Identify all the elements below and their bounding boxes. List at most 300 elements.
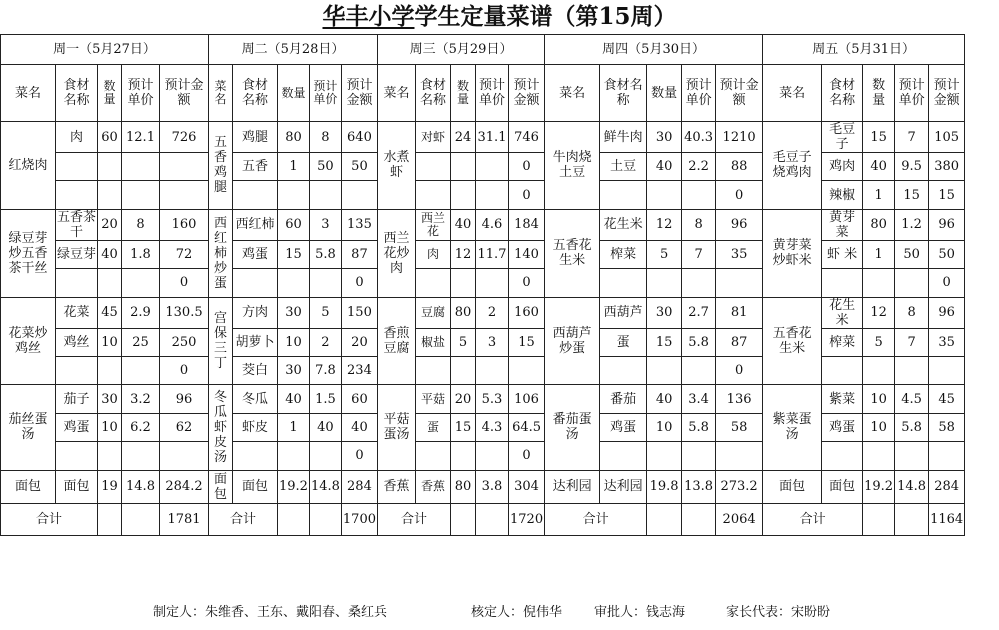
dish-name: 平菇蛋汤 bbox=[378, 385, 416, 470]
unit-price: 7 bbox=[682, 240, 716, 268]
total-value: 2064 bbox=[716, 503, 763, 535]
column-header-dish: 菜名 bbox=[209, 65, 233, 122]
ingredient-name: 冬瓜 bbox=[233, 385, 278, 413]
amount: 150 bbox=[341, 297, 377, 328]
quantity bbox=[647, 356, 682, 384]
ingredient-name: 鸡蛋 bbox=[233, 240, 278, 268]
unit-price: 5.8 bbox=[895, 413, 929, 441]
unit-price bbox=[122, 442, 160, 470]
amount bbox=[160, 181, 209, 209]
ingredient-name: 黄芽菜 bbox=[822, 209, 863, 240]
ingredient-name bbox=[600, 442, 647, 470]
quantity: 10 bbox=[647, 413, 682, 441]
ingredient-name: 花生米 bbox=[600, 209, 647, 240]
amount: 96 bbox=[160, 385, 209, 413]
quantity: 40 bbox=[278, 385, 310, 413]
dish-name: 水煮虾 bbox=[378, 122, 416, 210]
quantity: 10 bbox=[98, 328, 122, 356]
unit-price: 11.7 bbox=[476, 240, 509, 268]
amount: 1210 bbox=[716, 122, 763, 153]
unit-price: 4.3 bbox=[476, 413, 509, 441]
column-header-amount: 预计金额 bbox=[160, 65, 209, 122]
total-label: 合计 bbox=[209, 503, 278, 535]
dish-name: 黄芽菜炒虾米 bbox=[763, 209, 822, 297]
quantity: 10 bbox=[98, 413, 122, 441]
ingredient-name bbox=[600, 269, 647, 297]
unit-price: 5.8 bbox=[309, 240, 341, 268]
quantity bbox=[278, 181, 310, 209]
amount: 234 bbox=[341, 356, 377, 384]
unit-price: 7 bbox=[895, 122, 929, 153]
total-label: 合计 bbox=[1, 503, 98, 535]
quantity: 19 bbox=[98, 470, 122, 503]
unit-price: 9.5 bbox=[895, 153, 929, 181]
amount: 106 bbox=[509, 385, 545, 413]
unit-price: 6.2 bbox=[122, 413, 160, 441]
unit-price: 8 bbox=[309, 122, 341, 153]
footer-makers: 制定人：朱维香、王东、戴阳春、桑红兵 bbox=[153, 605, 388, 620]
totals-row bbox=[1, 503, 965, 535]
ingredient-name bbox=[233, 269, 278, 297]
quantity bbox=[647, 269, 682, 297]
ingredient-name: 茭白 bbox=[233, 356, 278, 384]
quantity: 40 bbox=[863, 153, 895, 181]
quantity: 10 bbox=[863, 385, 895, 413]
amount: 0 bbox=[716, 356, 763, 384]
unit-price: 13.8 bbox=[682, 470, 716, 503]
quantity: 1 bbox=[278, 413, 310, 441]
amount bbox=[929, 442, 965, 470]
quantity: 5 bbox=[451, 328, 476, 356]
amount: 304 bbox=[509, 470, 545, 503]
amount: 284 bbox=[929, 470, 965, 503]
amount: 250 bbox=[160, 328, 209, 356]
quantity bbox=[647, 442, 682, 470]
bread-row bbox=[1, 470, 965, 503]
unit-price bbox=[476, 442, 509, 470]
quantity: 80 bbox=[451, 470, 476, 503]
ingredient-name: 面包 bbox=[56, 470, 98, 503]
unit-price: 8 bbox=[122, 209, 160, 240]
amount bbox=[509, 356, 545, 384]
unit-price bbox=[895, 269, 929, 297]
unit-price: 15 bbox=[895, 181, 929, 209]
unit-price: 3 bbox=[476, 328, 509, 356]
amount: 0 bbox=[341, 442, 377, 470]
dish-name: 毛豆子烧鸡肉 bbox=[763, 122, 822, 210]
column-header-amount: 预计金额 bbox=[341, 65, 377, 122]
quantity bbox=[98, 442, 122, 470]
quantity: 10 bbox=[863, 413, 895, 441]
ingredient-name: 土豆 bbox=[600, 153, 647, 181]
ingredient-name: 胡萝卜 bbox=[233, 328, 278, 356]
table-row bbox=[1, 297, 965, 328]
dish-name: 茄丝蛋汤 bbox=[1, 385, 56, 470]
unit-price: 1.5 bbox=[309, 385, 341, 413]
quantity: 40 bbox=[647, 153, 682, 181]
ingredient-name bbox=[416, 153, 451, 181]
unit-price bbox=[895, 356, 929, 384]
unit-price: 3 bbox=[309, 209, 341, 240]
dish-name: 西葫芦炒蛋 bbox=[545, 297, 600, 385]
dish-name: 面包 bbox=[763, 470, 822, 503]
ingredient-name bbox=[56, 269, 98, 297]
amount: 88 bbox=[716, 153, 763, 181]
dish-name: 番茄蛋汤 bbox=[545, 385, 600, 470]
quantity bbox=[647, 181, 682, 209]
column-header-amount: 预计金额 bbox=[929, 65, 965, 122]
column-header-ingredient: 食材名称 bbox=[600, 65, 647, 122]
amount: 87 bbox=[716, 328, 763, 356]
amount: 0 bbox=[929, 269, 965, 297]
amount: 184 bbox=[509, 209, 545, 240]
unit-price: 7 bbox=[895, 328, 929, 356]
ingredient-name bbox=[600, 181, 647, 209]
amount: 0 bbox=[160, 269, 209, 297]
ingredient-name bbox=[416, 442, 451, 470]
column-header-qty: 数量 bbox=[647, 65, 682, 122]
column-header-qty: 数量 bbox=[863, 65, 895, 122]
table-row bbox=[1, 209, 965, 240]
title-rest: 学生定量菜谱（第15周） bbox=[414, 3, 677, 30]
dish-name: 冬瓜虾皮汤 bbox=[209, 385, 233, 470]
quantity: 12 bbox=[863, 297, 895, 328]
ingredient-name: 鸡蛋 bbox=[56, 413, 98, 441]
ingredient-name: 五香 bbox=[233, 153, 278, 181]
amount: 130.5 bbox=[160, 297, 209, 328]
quantity: 12 bbox=[451, 240, 476, 268]
total-empty bbox=[278, 503, 310, 535]
quantity bbox=[278, 269, 310, 297]
quantity: 12 bbox=[647, 209, 682, 240]
column-header-price: 预计单价 bbox=[895, 65, 929, 122]
total-label: 合计 bbox=[763, 503, 863, 535]
ingredient-name: 蛋 bbox=[416, 413, 451, 441]
amount: 273.2 bbox=[716, 470, 763, 503]
amount: 284 bbox=[341, 470, 377, 503]
total-empty bbox=[895, 503, 929, 535]
unit-price: 8 bbox=[895, 297, 929, 328]
amount: 0 bbox=[509, 181, 545, 209]
unit-price bbox=[476, 356, 509, 384]
total-empty bbox=[863, 503, 895, 535]
ingredient-name: 毛豆子 bbox=[822, 122, 863, 153]
column-header-qty: 数量 bbox=[278, 65, 310, 122]
amount: 0 bbox=[509, 442, 545, 470]
quantity bbox=[98, 153, 122, 181]
total-value: 1781 bbox=[160, 503, 209, 535]
ingredient-name bbox=[56, 356, 98, 384]
unit-price: 5.8 bbox=[682, 413, 716, 441]
dish-name: 香煎豆腐 bbox=[378, 297, 416, 385]
unit-price: 5.3 bbox=[476, 385, 509, 413]
table-row bbox=[1, 122, 965, 153]
amount bbox=[160, 153, 209, 181]
dish-name: 宫保三丁 bbox=[209, 297, 233, 385]
ingredient-name: 鸡丝 bbox=[56, 328, 98, 356]
quantity: 19.8 bbox=[647, 470, 682, 503]
ingredient-name: 辣椒 bbox=[822, 181, 863, 209]
dish-name: 面包 bbox=[209, 470, 233, 503]
total-empty bbox=[451, 503, 476, 535]
day-header: 周五（5月31日） bbox=[763, 35, 965, 65]
unit-price bbox=[122, 356, 160, 384]
quantity: 40 bbox=[647, 385, 682, 413]
amount: 60 bbox=[341, 385, 377, 413]
unit-price bbox=[309, 442, 341, 470]
quantity: 1 bbox=[278, 153, 310, 181]
unit-price bbox=[122, 181, 160, 209]
quantity: 19.2 bbox=[863, 470, 895, 503]
dish-name: 五香花生米 bbox=[763, 297, 822, 385]
unit-price: 50 bbox=[895, 240, 929, 268]
amount: 35 bbox=[716, 240, 763, 268]
table-row bbox=[1, 385, 965, 413]
amount: 96 bbox=[929, 297, 965, 328]
unit-price: 3.2 bbox=[122, 385, 160, 413]
quantity bbox=[451, 442, 476, 470]
quantity: 60 bbox=[98, 122, 122, 153]
unit-price bbox=[309, 181, 341, 209]
ingredient-name: 番茄 bbox=[600, 385, 647, 413]
day-header: 周四（5月30日） bbox=[545, 35, 763, 65]
amount: 40 bbox=[341, 413, 377, 441]
amount: 0 bbox=[716, 181, 763, 209]
ingredient-name: 虾 米 bbox=[822, 240, 863, 268]
unit-price: 2 bbox=[309, 328, 341, 356]
ingredient-name: 平菇 bbox=[416, 385, 451, 413]
column-header-dish: 菜名 bbox=[545, 65, 600, 122]
day-header: 周二（5月28日） bbox=[209, 35, 378, 65]
ingredient-name: 西葫芦 bbox=[600, 297, 647, 328]
quantity bbox=[863, 269, 895, 297]
unit-price: 1.8 bbox=[122, 240, 160, 268]
quantity: 30 bbox=[98, 385, 122, 413]
ingredient-name bbox=[233, 181, 278, 209]
unit-price: 7.8 bbox=[309, 356, 341, 384]
unit-price: 8 bbox=[682, 209, 716, 240]
amount: 0 bbox=[341, 269, 377, 297]
ingredient-name: 鸡蛋 bbox=[822, 413, 863, 441]
dish-name: 达利园 bbox=[545, 470, 600, 503]
amount: 15 bbox=[929, 181, 965, 209]
amount: 58 bbox=[716, 413, 763, 441]
quantity bbox=[98, 181, 122, 209]
dish-name: 香蕉 bbox=[378, 470, 416, 503]
footer bbox=[0, 602, 999, 624]
column-header-dish: 菜名 bbox=[763, 65, 822, 122]
amount: 35 bbox=[929, 328, 965, 356]
column-header-row bbox=[1, 65, 965, 122]
ingredient-name: 紫菜 bbox=[822, 385, 863, 413]
ingredient-name: 茄子 bbox=[56, 385, 98, 413]
quantity bbox=[98, 356, 122, 384]
quantity: 60 bbox=[278, 209, 310, 240]
amount: 136 bbox=[716, 385, 763, 413]
ingredient-name: 达利园 bbox=[600, 470, 647, 503]
amount: 640 bbox=[341, 122, 377, 153]
unit-price: 2.9 bbox=[122, 297, 160, 328]
dish-name: 五香鸡腿 bbox=[209, 122, 233, 210]
quantity: 40 bbox=[98, 240, 122, 268]
ingredient-name: 蛋 bbox=[600, 328, 647, 356]
amount: 105 bbox=[929, 122, 965, 153]
column-header-price: 预计单价 bbox=[122, 65, 160, 122]
quantity: 24 bbox=[451, 122, 476, 153]
ingredient-name: 鸡蛋 bbox=[600, 413, 647, 441]
column-header-dish: 菜名 bbox=[1, 65, 56, 122]
unit-price: 2.2 bbox=[682, 153, 716, 181]
quantity: 1 bbox=[863, 181, 895, 209]
quantity bbox=[451, 153, 476, 181]
unit-price bbox=[122, 269, 160, 297]
ingredient-name: 对虾 bbox=[416, 122, 451, 153]
ingredient-name: 虾皮 bbox=[233, 413, 278, 441]
quantity bbox=[98, 269, 122, 297]
ingredient-name: 西兰花 bbox=[416, 209, 451, 240]
ingredient-name: 香蕉 bbox=[416, 470, 451, 503]
quantity: 40 bbox=[451, 209, 476, 240]
ingredient-name bbox=[233, 442, 278, 470]
quantity: 5 bbox=[863, 328, 895, 356]
ingredient-name bbox=[822, 269, 863, 297]
unit-price bbox=[122, 153, 160, 181]
amount: 87 bbox=[341, 240, 377, 268]
quantity: 30 bbox=[278, 356, 310, 384]
ingredient-name: 椒盐 bbox=[416, 328, 451, 356]
ingredient-name: 鸡肉 bbox=[822, 153, 863, 181]
quantity: 30 bbox=[278, 297, 310, 328]
dish-name: 五香花生米 bbox=[545, 209, 600, 297]
quantity: 15 bbox=[451, 413, 476, 441]
dish-name: 面包 bbox=[1, 470, 56, 503]
school-name: 华丰小学 bbox=[322, 3, 415, 30]
dish-name: 西兰花炒肉 bbox=[378, 209, 416, 297]
total-empty bbox=[309, 503, 341, 535]
ingredient-name bbox=[600, 356, 647, 384]
amount: 15 bbox=[509, 328, 545, 356]
ingredient-name: 面包 bbox=[233, 470, 278, 503]
dish-name: 牛肉烧土豆 bbox=[545, 122, 600, 210]
amount: 284.2 bbox=[160, 470, 209, 503]
quantity: 20 bbox=[451, 385, 476, 413]
column-header-ingredient: 食材名称 bbox=[233, 65, 278, 122]
amount: 380 bbox=[929, 153, 965, 181]
amount: 20 bbox=[341, 328, 377, 356]
footer-parent: 家长代表：宋盼盼 bbox=[726, 605, 831, 620]
ingredient-name: 豆腐 bbox=[416, 297, 451, 328]
amount bbox=[716, 442, 763, 470]
unit-price: 4.6 bbox=[476, 209, 509, 240]
column-header-price: 预计单价 bbox=[476, 65, 509, 122]
amount bbox=[341, 181, 377, 209]
amount bbox=[160, 442, 209, 470]
menu-table bbox=[0, 34, 965, 536]
amount: 140 bbox=[509, 240, 545, 268]
unit-price bbox=[895, 442, 929, 470]
column-header-ingredient: 食材名称 bbox=[56, 65, 98, 122]
unit-price: 14.8 bbox=[309, 470, 341, 503]
column-header-amount: 预计金额 bbox=[509, 65, 545, 122]
unit-price bbox=[682, 356, 716, 384]
total-value: 1720 bbox=[509, 503, 545, 535]
ingredient-name: 鲜牛肉 bbox=[600, 122, 647, 153]
quantity bbox=[451, 181, 476, 209]
amount: 62 bbox=[160, 413, 209, 441]
quantity: 80 bbox=[451, 297, 476, 328]
amount: 160 bbox=[509, 297, 545, 328]
ingredient-name: 榨菜 bbox=[822, 328, 863, 356]
ingredient-name bbox=[416, 269, 451, 297]
amount: 0 bbox=[509, 153, 545, 181]
quantity: 5 bbox=[647, 240, 682, 268]
quantity: 80 bbox=[863, 209, 895, 240]
unit-price: 12.1 bbox=[122, 122, 160, 153]
amount: 746 bbox=[509, 122, 545, 153]
unit-price: 4.5 bbox=[895, 385, 929, 413]
ingredient-name: 榨菜 bbox=[600, 240, 647, 268]
quantity bbox=[863, 442, 895, 470]
unit-price bbox=[682, 442, 716, 470]
unit-price: 31.1 bbox=[476, 122, 509, 153]
dish-name: 紫菜蛋汤 bbox=[763, 385, 822, 470]
amount: 50 bbox=[929, 240, 965, 268]
quantity: 30 bbox=[647, 122, 682, 153]
amount: 64.5 bbox=[509, 413, 545, 441]
total-label: 合计 bbox=[545, 503, 647, 535]
ingredient-name: 花生米 bbox=[822, 297, 863, 328]
page-title bbox=[0, 0, 999, 34]
column-header-dish: 菜名 bbox=[378, 65, 416, 122]
amount: 0 bbox=[160, 356, 209, 384]
amount: 160 bbox=[160, 209, 209, 240]
column-header-qty: 数量 bbox=[98, 65, 122, 122]
amount: 81 bbox=[716, 297, 763, 328]
total-empty bbox=[647, 503, 682, 535]
ingredient-name: 西红柿 bbox=[233, 209, 278, 240]
column-header-qty: 数量 bbox=[451, 65, 476, 122]
amount: 96 bbox=[929, 209, 965, 240]
ingredient-name bbox=[56, 153, 98, 181]
column-header-price: 预计单价 bbox=[309, 65, 341, 122]
dish-name: 红烧肉 bbox=[1, 122, 56, 210]
total-label: 合计 bbox=[378, 503, 451, 535]
dish-name: 绿豆芽炒五香茶干丝 bbox=[1, 209, 56, 297]
amount: 726 bbox=[160, 122, 209, 153]
unit-price bbox=[309, 269, 341, 297]
unit-price: 3.4 bbox=[682, 385, 716, 413]
amount: 96 bbox=[716, 209, 763, 240]
amount bbox=[716, 269, 763, 297]
unit-price bbox=[682, 181, 716, 209]
footer-approver: 审批人：钱志海 bbox=[594, 605, 686, 620]
quantity: 45 bbox=[98, 297, 122, 328]
quantity: 1 bbox=[863, 240, 895, 268]
unit-price: 14.8 bbox=[122, 470, 160, 503]
day-header: 周一（5月27日） bbox=[1, 35, 209, 65]
unit-price: 14.8 bbox=[895, 470, 929, 503]
unit-price bbox=[476, 153, 509, 181]
quantity bbox=[863, 356, 895, 384]
ingredient-name: 面包 bbox=[822, 470, 863, 503]
ingredient-name: 绿豆芽 bbox=[56, 240, 98, 268]
ingredient-name bbox=[416, 181, 451, 209]
column-header-amount: 预计金额 bbox=[716, 65, 763, 122]
day-header-row bbox=[1, 35, 965, 65]
amount: 50 bbox=[341, 153, 377, 181]
quantity: 20 bbox=[98, 209, 122, 240]
unit-price bbox=[682, 269, 716, 297]
